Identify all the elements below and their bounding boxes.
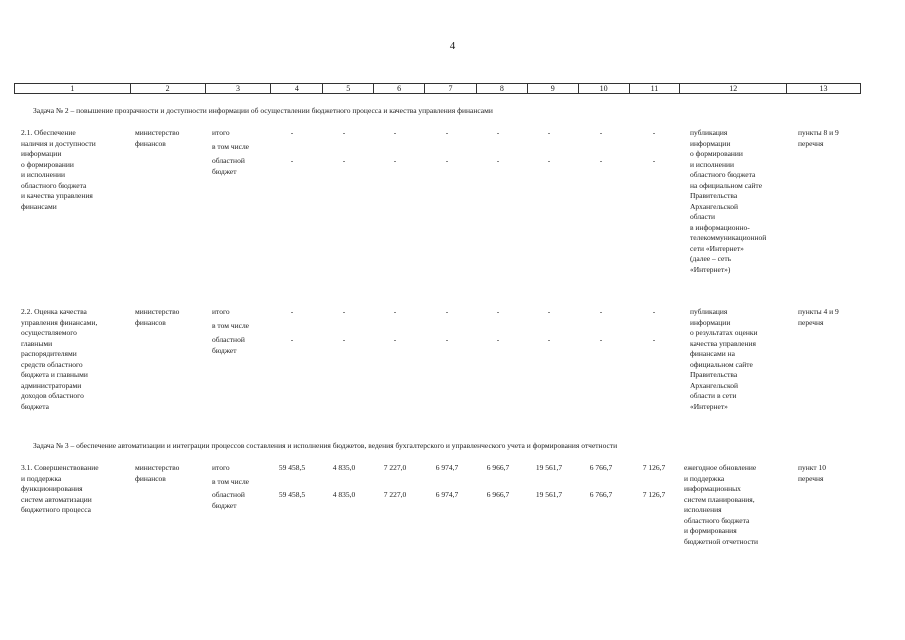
- total-value: -: [445, 128, 449, 137]
- task-2-title: Задача № 2 – повышение прозрачности и доступности информации об осуществлении бюджетного процесса и качества управления финансами: [33, 106, 493, 115]
- expected-result: ежегодное обновление и поддержка информационных систем планирования, исполнения областного бюджета и формирования бюджетной отчетности: [684, 463, 759, 546]
- regional-value: 6 966,7: [486, 490, 510, 499]
- source-regional-budget: областной бюджет: [212, 490, 245, 510]
- source-including: в том числе: [212, 477, 250, 486]
- total-value: -: [290, 128, 294, 137]
- total-value: -: [547, 307, 551, 316]
- total-value: 7 227,0: [383, 463, 407, 472]
- regional-value: 6 974,7: [435, 490, 459, 499]
- reference: пункты 8 и 9 перечня: [798, 128, 839, 148]
- total-value: -: [652, 128, 656, 137]
- reference: пункт 10 перечня: [798, 463, 826, 483]
- header-col-4: 4: [271, 84, 323, 93]
- regional-value: 4 835,0: [332, 490, 356, 499]
- activity-name: 2.1. Обеспечение наличия и доступности информации о формировании и исполнении областного бюджета и качества управления финансами: [21, 128, 96, 211]
- regional-value: -: [599, 335, 603, 344]
- regional-value: -: [393, 335, 397, 344]
- total-value: -: [290, 307, 294, 316]
- header-col-13: 13: [819, 84, 828, 93]
- table-row-2-2: [0, 307, 905, 422]
- header-col-6: 6: [374, 84, 425, 93]
- table-row-3-1: [0, 463, 905, 558]
- regional-value: -: [342, 156, 346, 165]
- total-value: -: [547, 128, 551, 137]
- regional-value: -: [342, 335, 346, 344]
- total-value: -: [445, 307, 449, 316]
- total-value: -: [393, 307, 397, 316]
- regional-value: -: [652, 156, 656, 165]
- regional-value: 7 227,0: [383, 490, 407, 499]
- regional-value: -: [393, 156, 397, 165]
- header-col-10: 10: [579, 84, 630, 93]
- header-col-8: 8: [477, 84, 528, 93]
- total-value: -: [599, 128, 603, 137]
- regional-value: -: [290, 156, 294, 165]
- executor: министерство финансов: [135, 128, 180, 148]
- header-col-12: 12: [680, 84, 787, 93]
- header-col-7: 7: [425, 84, 477, 93]
- regional-value: 7 126,7: [642, 490, 666, 499]
- header-col-3: 3: [206, 84, 272, 93]
- reference: пункты 4 и 9 перечня: [798, 307, 839, 327]
- total-value: -: [599, 307, 603, 316]
- regional-value: -: [496, 156, 500, 165]
- activity-name: 2.2. Оценка качества управления финансами, осуществляемого главными распорядителями средств областного бюджета и главными администраторами доходов областного бюджета: [21, 307, 98, 411]
- total-value: 6 966,7: [486, 463, 510, 472]
- regional-value: -: [290, 335, 294, 344]
- total-value: 6 766,7: [589, 463, 613, 472]
- total-value: -: [342, 128, 346, 137]
- executor: министерство финансов: [135, 463, 180, 483]
- task-3-title: Задача № 3 – обеспечение автоматизации и интеграции процессов составления и исполнения бюджетов, ведения бухгалтерского и управленческого учета и формирования отчетности: [33, 441, 618, 450]
- header-col-11: 11: [630, 84, 681, 93]
- total-value: 7 126,7: [642, 463, 666, 472]
- total-value: 59 458,5: [278, 463, 306, 472]
- total-value: 4 835,0: [332, 463, 356, 472]
- source-regional-budget: областной бюджет: [212, 335, 245, 355]
- total-value: -: [496, 128, 500, 137]
- total-value: -: [393, 128, 397, 137]
- source-total: итого: [212, 128, 230, 137]
- total-value: -: [496, 307, 500, 316]
- regional-value: -: [547, 335, 551, 344]
- regional-value: 19 561,7: [535, 490, 563, 499]
- expected-result: публикация информации о формировании и исполнении областного бюджета на официальном сайте Правительства Архангельской области в информационно- телекоммуникационной сети «Интернет» (далее – сеть «Интернет»): [690, 128, 767, 274]
- source-total: итого: [212, 463, 230, 472]
- source-including: в том числе: [212, 142, 250, 151]
- page-number: 4: [449, 40, 456, 52]
- regional-value: 6 766,7: [589, 490, 613, 499]
- regional-value: -: [599, 156, 603, 165]
- total-value: -: [652, 307, 656, 316]
- regional-value: -: [652, 335, 656, 344]
- regional-value: -: [547, 156, 551, 165]
- regional-value: -: [445, 335, 449, 344]
- source-total: итого: [212, 307, 230, 316]
- regional-value: 59 458,5: [278, 490, 306, 499]
- total-value: 6 974,7: [435, 463, 459, 472]
- total-value: -: [342, 307, 346, 316]
- activity-name: 3.1. Совершенствование и поддержка функционирования систем автоматизации бюджетного процесса: [21, 463, 99, 514]
- source-including: в том числе: [212, 321, 250, 330]
- regional-value: -: [496, 335, 500, 344]
- regional-value: -: [445, 156, 449, 165]
- table-row-2-1: [0, 128, 905, 288]
- expected-result: публикация информации о результатах оценки качества управления финансами на официальном сайте Правительства Архангельской области в сети «Интернет»: [690, 307, 758, 411]
- header-col-9: 9: [528, 84, 579, 93]
- source-regional-budget: областной бюджет: [212, 156, 245, 176]
- table-header-row: [14, 83, 861, 94]
- header-col-1: 1: [15, 84, 131, 93]
- header-col-2: 2: [131, 84, 206, 93]
- header-col-5: 5: [323, 84, 374, 93]
- executor: министерство финансов: [135, 307, 180, 327]
- total-value: 19 561,7: [535, 463, 563, 472]
